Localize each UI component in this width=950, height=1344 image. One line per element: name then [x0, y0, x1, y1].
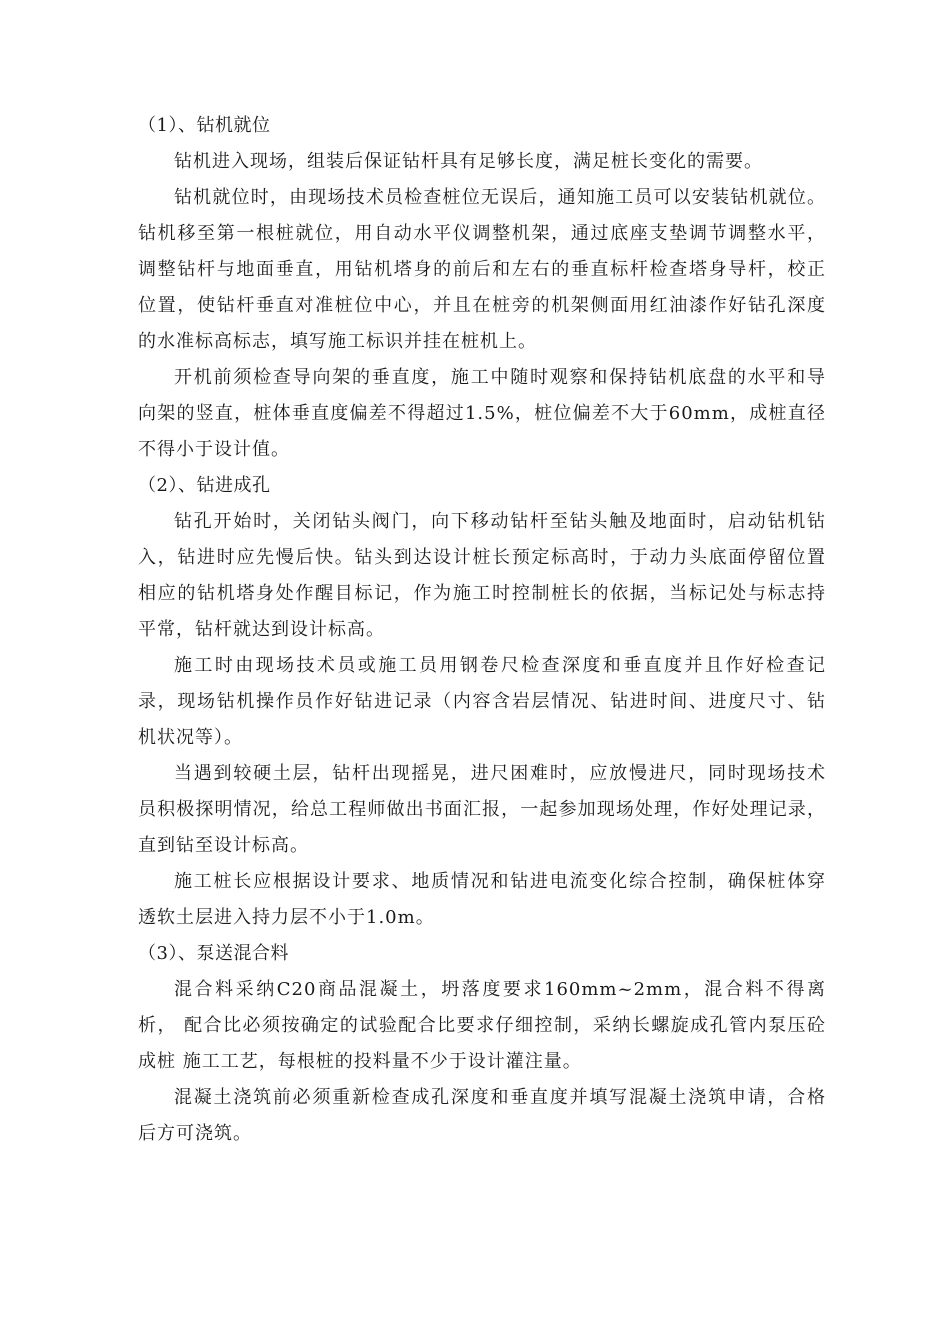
paragraph: 钻机就位时，由现场技术员检查桩位无误后，通知施工员可以安装钻机就位。 钻机移至第一根桩就位，用自动水平仪调整机架，通过底座支垫调节调整水平， 调整钻杆与地面垂直，用钻机塔身的前后和左右的垂直标杆检查塔身导杆，校正 位置，使钻杆垂直对准桩位中心，并且在桩旁的机架侧面用红油漆作好钻孔深度 的水准标高标志，填写施工标识并挂在桩机上。	[138, 187, 826, 352]
section-heading-3: （3）、泵送混合料	[138, 943, 289, 964]
paragraph: 混凝土浇筑前必须重新检查成孔深度和垂直度并填写混凝土浇筑申请，合格 后方可浇筑。	[138, 1087, 826, 1144]
paragraph: 开机前须检查导向架的垂直度，施工中随时观察和保持钻机底盘的水平和导 向架的竖直，桩体垂直度偏差不得超过1.5%，桩位偏差不大于60mm，成桩直径 不得小于设计值。	[138, 367, 826, 460]
paragraph: 当遇到较硬土层，钻杆出现摇晃，进尺困难时，应放慢进尺，同时现场技术 员积极探明情况，给总工程师做出书面汇报，一起参加现场处理，作好处理记录， 直到钻至设计标高。	[138, 763, 826, 856]
document-body	[138, 108, 826, 1152]
paragraph: 施工时由现场技术员或施工员用钢卷尺检查深度和垂直度并且作好检查记 录，现场钻机操作员作好钻进记录（内容含岩层情况、钻进时间、进度尺寸、钻 机状况等）。	[138, 655, 826, 748]
paragraph: 施工桩长应根据设计要求、地质情况和钻进电流变化综合控制，确保桩体穿 透软土层进入持力层不小于1.0m。	[138, 871, 826, 928]
paragraph: 混合料采纳C20商品混凝土，坍落度要求160mm~2mm，混合料不得离析， 配合比必须按确定的试验配合比要求仔细控制，采纳长螺旋成孔管内泵压砼成桩 施工工艺，每根桩的投料量不少于设计灌注量。	[138, 979, 826, 1072]
paragraph: 钻孔开始时，关闭钻头阀门，向下移动钻杆至钻头触及地面时，启动钻机钻 入，钻进时应先慢后快。钻头到达设计桩长预定标高时，于动力头底面停留位置 相应的钻机塔身处作醒目标记，作为施工时控制桩长的依据，当标记处与标志持 平常，钻杆就达到设计标高。	[138, 511, 826, 640]
section-heading-2: （2）、钻进成孔	[138, 475, 271, 496]
section-heading-1: （1）、钻机就位	[138, 115, 271, 136]
paragraph: 钻机进入现场，组装后保证钻杆具有足够长度，满足桩长变化的需要。	[174, 151, 763, 172]
